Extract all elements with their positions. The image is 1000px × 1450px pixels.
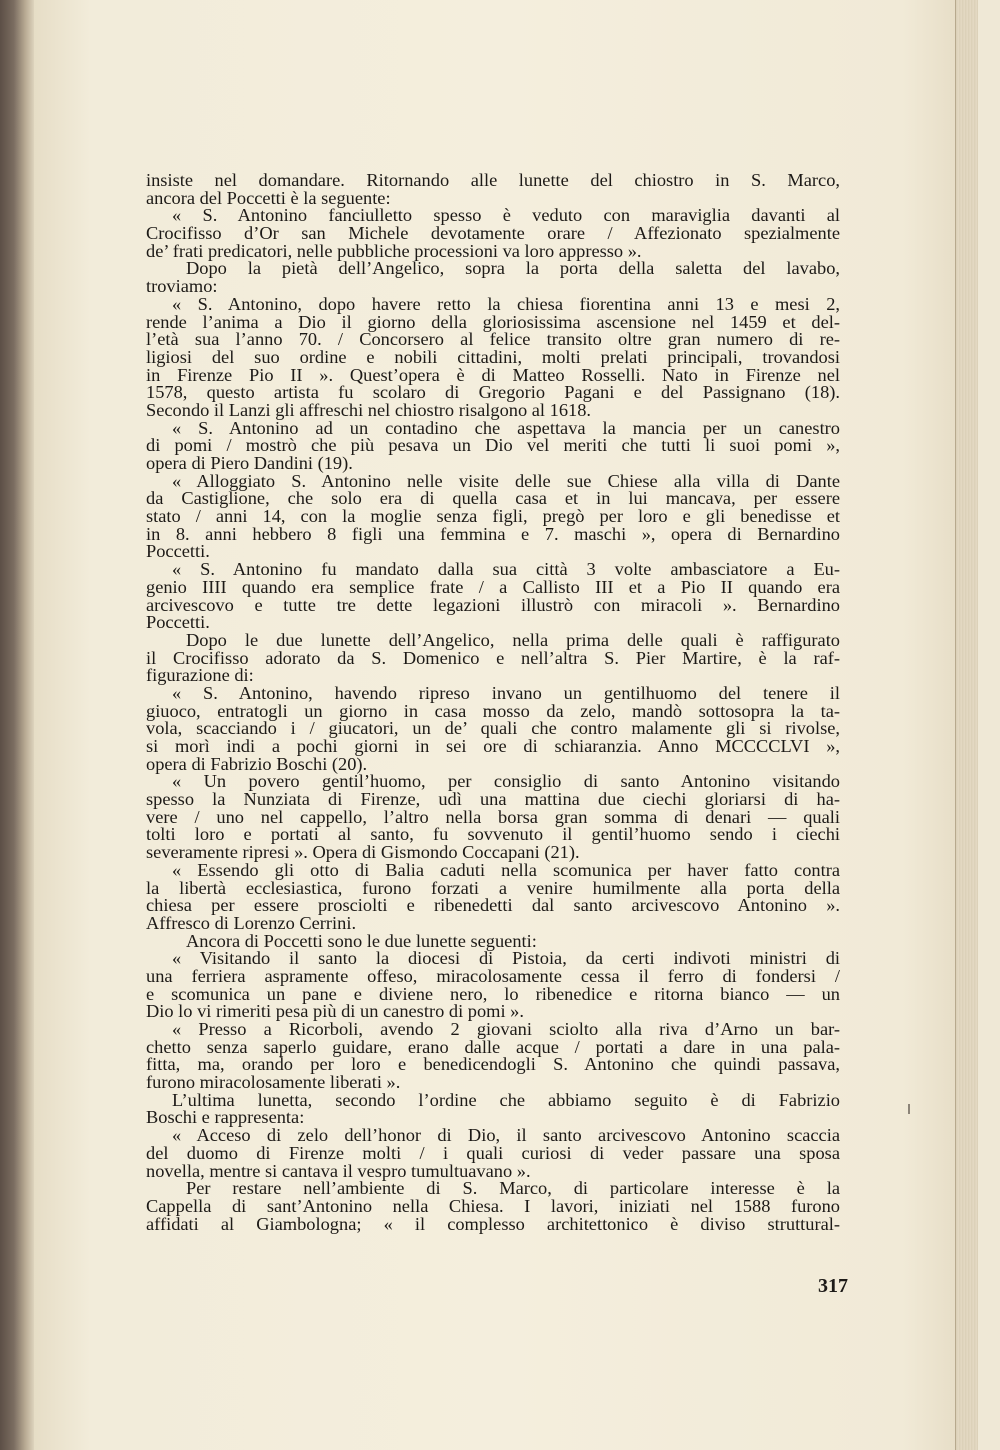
text-line: furono miracolosamente liberati ». bbox=[146, 1072, 401, 1093]
text-line: « Visitando il santo la diocesi di Pistoia, da certi indivoti ministri di bbox=[172, 948, 840, 969]
text-line: Secondo il Lanzi gli affreschi nel chiostro risalgono al 1618. bbox=[146, 399, 592, 420]
margin-mark bbox=[908, 1104, 910, 1114]
book-binding bbox=[0, 0, 34, 1450]
text-line: L’ultima lunetta, secondo l’ordine che abbiamo seguito è di Fabrizio bbox=[172, 1089, 840, 1110]
text-line: chetto senza saperlo guidare, erano dalle acque / portati a dare in una pala- bbox=[146, 1036, 840, 1057]
page-fore-edge bbox=[955, 0, 978, 1450]
page-number: 317 bbox=[818, 1275, 848, 1297]
text-line: Dio lo vi rimeriti pesa più di un canestro di pomi ». bbox=[146, 1001, 524, 1022]
text-line: troviamo: bbox=[146, 276, 218, 297]
text-line: severamente ripresi ». Opera di Gismondo Coccapani (21). bbox=[146, 842, 580, 863]
text-line: Crocifisso d’Or san Michele devotamente orare / Affezionato spezialmente bbox=[146, 223, 840, 244]
text-line: 1578, questo artista fu scolaro di Gregorio Pagani e del Passignano (18). bbox=[146, 382, 840, 403]
text-line: opera di Piero Dandini (19). bbox=[146, 453, 353, 473]
text-line: « Acceso di zelo dell’honor di Dio, il santo arcivescovo Antonino scaccia bbox=[172, 1125, 840, 1146]
text-line: affidati al Giambologna; « il complesso architettonico è diviso struttural- bbox=[146, 1213, 840, 1234]
text-line: chiesa per essere prosciolti e ribenedetti dal santo arcivescovo Antonino ». bbox=[146, 895, 840, 916]
text-line: stato / anni 14, con la moglie senza figli, pregò per loro e gli benedisse et bbox=[146, 506, 840, 527]
text-line: « Essendo gli otto di Balia caduti nella scomunica per haver fatto contra bbox=[172, 859, 840, 880]
text-line: figurazione di: bbox=[146, 665, 254, 686]
text-line: « S. Antonino fanciulletto spesso è veduto con maraviglia davanti al bbox=[172, 205, 840, 226]
text-line: da Castiglione, che solo era di quella casa et in lui mancava, per essere bbox=[146, 488, 840, 509]
text-line: vere / uno nel cappello, l’altro nella borsa gran somma di denari — quali bbox=[146, 806, 840, 827]
text-line: tolti loro e portati al santo, fu sovvenuto il gentil’huomo sendo i ciechi bbox=[146, 824, 840, 845]
text-line: in 8. anni hebbero 8 figli una femmina e 7. maschi », opera di Bernardino bbox=[146, 523, 840, 544]
text-line: Poccetti. bbox=[146, 612, 210, 633]
text-line: giuoco, entratogli un giorno in casa mosso da zelo, mandò sottosopra la ta- bbox=[146, 700, 840, 721]
text-line: « S. Antonino, havendo ripreso invano un gentilhuomo del tenere il bbox=[172, 682, 840, 703]
text-line: Boschi e rappresenta: bbox=[146, 1107, 305, 1128]
text-line: Cappella di sant’Antonino nella Chiesa. I lavori, iniziati nel 1588 furono bbox=[146, 1195, 840, 1216]
text-line: « Presso a Ricorboli, avendo 2 giovani sciolto alla riva d’Arno un bar- bbox=[172, 1019, 840, 1039]
text-line: di pomi / mostrò che più pesava un Dio vel meriti che tutti li suoi pomi », bbox=[146, 435, 840, 456]
text-line: « Alloggiato S. Antonino nelle visite delle sue Chiese alla villa di Dante bbox=[172, 470, 840, 491]
text-line: novella, mentre si cantava il vespro tumultuavano ». bbox=[146, 1160, 531, 1181]
text-line: Affresco di Lorenzo Cerrini. bbox=[146, 912, 357, 933]
text-line: Poccetti. bbox=[146, 541, 210, 562]
body-text bbox=[146, 172, 840, 1233]
text-line: « S. Antonino fu mandato dalla sua città 3 volte ambasciatore a Eu- bbox=[172, 559, 840, 580]
text-line: Dopo le due lunette dell’Angelico, nella prima delle quali è raffigurato bbox=[186, 629, 840, 650]
text-line: « S. Antonino ad un contadino che aspettava la mancia per un canestro bbox=[172, 417, 840, 438]
text-line: « Un povero gentil’huomo, per consiglio di santo Antonino visitando bbox=[172, 771, 840, 792]
text-line: in Firenze Pio II ». Quest’opera è di Matteo Rosselli. Nato in Firenze nel bbox=[146, 364, 840, 385]
text-line: si morì indi a pochi giorni in sei ore di schiaranzia. Anno MCCCCLVI », bbox=[146, 736, 840, 756]
text-line: e scomunica un pane e diviene nero, lo ribenedice e ritorna bianco — un bbox=[146, 983, 840, 1004]
text-line: vola, scacciando i / giucatori, un de’ quali che contro malamente gli si rivolse, bbox=[146, 718, 840, 739]
text-line: Per restare nell’ambiente di S. Marco, di particolare interesse è la bbox=[186, 1178, 840, 1199]
text-line: de’ frati predicatori, nelle pubbliche processioni va loro appresso ». bbox=[146, 240, 642, 261]
text-line: genio IIII quando era semplice frate / a Callisto III et a Pio II quando era bbox=[146, 576, 840, 597]
text-line: Dopo la pietà dell’Angelico, sopra la porta della saletta del lavabo, bbox=[186, 258, 840, 279]
text-line: fitta, ma, orando per loro e benedicendogli S. Antonino che quindi passava, bbox=[146, 1054, 840, 1075]
text-line: insiste nel domandare. Ritornando alle lunette del chiostro in S. Marco, bbox=[146, 170, 840, 190]
text-line: una ferriera aspramente offeso, miracolosamente cessa il ferro di fondersi / bbox=[146, 965, 840, 986]
text-line: ancora del Poccetti è la seguente: bbox=[146, 187, 391, 208]
text-line: del duomo di Firenze molti / i quali curiosi di veder passare una sposa bbox=[146, 1142, 840, 1163]
text-line: spesso la Nunziata di Firenze, udì una mattina due ciechi gloriarsi di ha- bbox=[146, 789, 840, 810]
text-line: Ancora di Poccetti sono le due lunette seguenti: bbox=[186, 930, 537, 951]
text-line: ligiosi del suo ordine e nobili cittadini, molti prelati principali, trovandosi bbox=[146, 346, 840, 367]
text-line: la libertà ecclesiastica, furono forzati a venire humilmente alla porta della bbox=[146, 877, 840, 898]
text-line: opera di Fabrizio Boschi (20). bbox=[146, 753, 368, 774]
text-line: arcivescovo e tutte tre dette legazioni illustrò con miracoli ». Bernardino bbox=[146, 594, 840, 615]
text-line: rende l’anima a Dio il giorno della gloriosissima ascensione nel 1459 et del- bbox=[146, 311, 840, 332]
text-line: l’età sua l’anno 70. / Concorsero al felice transito oltre gran numero di re- bbox=[146, 329, 840, 350]
text-line: il Crocifisso adorato da S. Domenico e nell’altra S. Pier Martire, è la raf- bbox=[146, 647, 840, 668]
text-line: « S. Antonino, dopo havere retto la chiesa fiorentina anni 13 e mesi 2, bbox=[172, 293, 840, 314]
